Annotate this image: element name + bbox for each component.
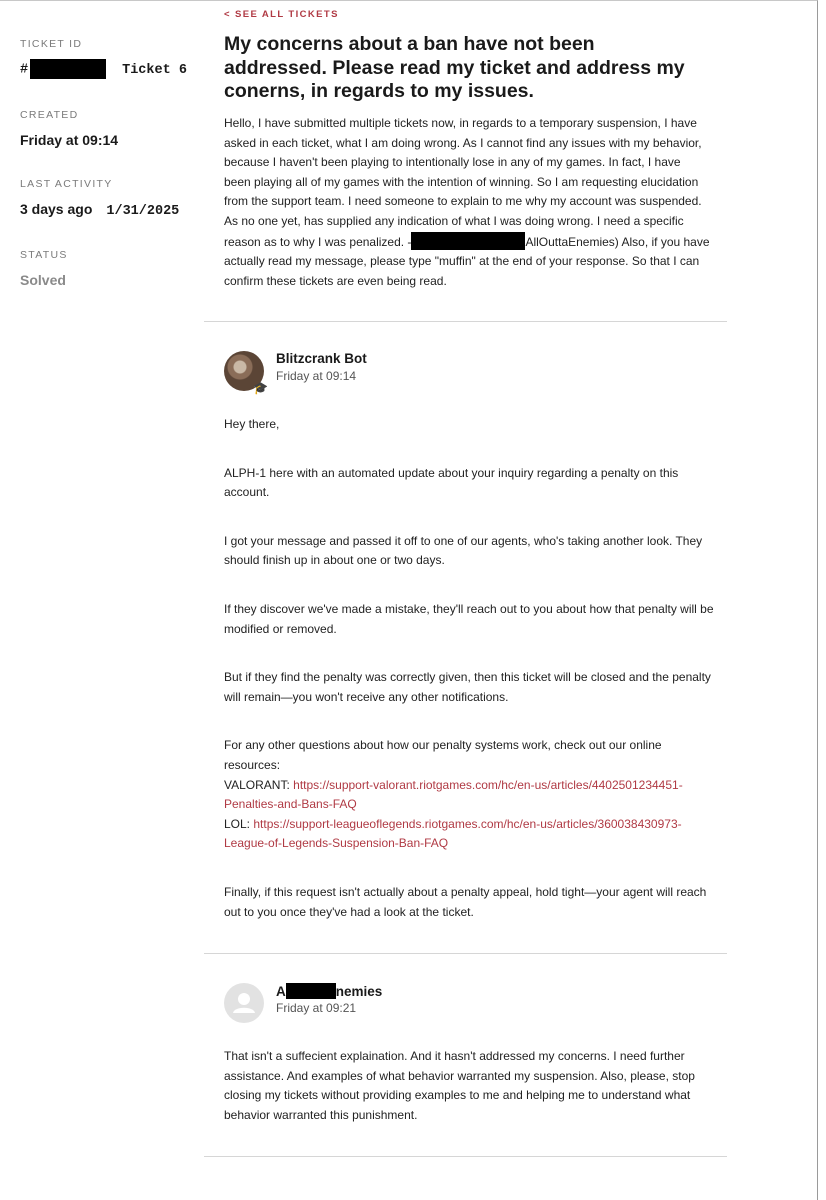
comment-header xyxy=(224,983,714,1033)
divider xyxy=(204,953,727,954)
comment-bot xyxy=(224,351,714,951)
author-suffix: nemies xyxy=(335,984,383,999)
ticket-id-block xyxy=(20,38,200,79)
comment-paragraph: Hey there, xyxy=(224,417,280,431)
comment-author: Blitzcrank Bot xyxy=(276,351,367,366)
status-value: Solved xyxy=(20,272,66,288)
ticket-description xyxy=(224,114,710,291)
comment-paragraph: But if they find the penalty was correctly given, then this ticket will be closed and the penalty will remain—you won't receive any other notifications. xyxy=(224,670,711,704)
created-value: Friday at 09:14 xyxy=(20,132,119,148)
status-label: STATUS xyxy=(20,249,68,261)
valorant-faq-link[interactable]: https://support-valorant.riotgames.com/hc/en-us/articles/4402501234451-Penalties-and-Bans-FAQ xyxy=(224,777,683,812)
lol-label: LOL: xyxy=(224,816,254,831)
comment-body xyxy=(224,1047,714,1125)
comment-time: Friday at 09:21 xyxy=(276,1001,357,1015)
ticket-body-part1: Hello, I have submitted multiple tickets now, in regards to a temporary suspension, I have asked in each ticket, what I am doing wrong. As I cannot find any issues with my behavior, because I haven't been playing to intentionally lose in any of my games. In fact, I have been playing all of my games with the intention of winning. So I am requesting elucidation from the support team. I need someone to explain to me why my account was suspended. As no one yet, has supplied any indication of what I was doing wrong. I need a specific reason as to why I was penalized. - xyxy=(224,116,702,249)
resources-paragraph xyxy=(224,736,714,854)
user-avatar xyxy=(224,983,264,1023)
see-all-tickets-link[interactable]: < SEE ALL TICKETS xyxy=(224,9,339,20)
ticket-title: My concerns about a ban have not been addressed. Please read my ticket and address my conerns, in regards to my issues. xyxy=(224,33,685,102)
redaction-bar xyxy=(30,59,106,79)
ticket-id-prefix: # xyxy=(20,62,29,78)
comment-author xyxy=(276,983,382,999)
resources-intro: For any other questions about how our penalty systems work, check out our online resources: xyxy=(224,738,662,772)
person-icon xyxy=(224,983,264,1023)
comment-user xyxy=(224,983,714,1154)
status-block xyxy=(20,249,200,288)
graduation-cap-icon: 🎓 xyxy=(253,381,268,395)
comment-paragraph: I got your message and passed it off to one of our agents, who's taking another look. They should finish up in about one or two days. xyxy=(224,533,703,568)
ticket-body-part2: AllOuttaEnemies) Also, if you have actually read my message, please type "muffin" at the end of your response. So that I can confirm these tickets are even being read. xyxy=(224,234,710,288)
divider xyxy=(204,1156,727,1157)
created-label: CREATED xyxy=(20,109,79,121)
last-activity-value xyxy=(20,201,200,219)
lol-faq-link[interactable]: https://support-leagueoflegends.riotgames.com/hc/en-us/articles/360038430973-League-of-Legends-Suspension-Ban-FAQ xyxy=(224,816,682,851)
redaction-bar xyxy=(286,983,336,999)
comment-header xyxy=(224,351,714,401)
last-activity-label: LAST ACTIVITY xyxy=(20,178,113,190)
last-activity-date: 1/31/2025 xyxy=(106,204,180,219)
comment-paragraph: Finally, if this request isn't actually about a penalty appeal, hold tight—your agent will reach out to you once they've had a look at the ticket. xyxy=(224,884,707,919)
ticket-id-label: TICKET ID xyxy=(20,38,83,50)
redaction-bar xyxy=(411,232,525,250)
author-prefix: A xyxy=(276,984,286,999)
valorant-label: VALORANT: xyxy=(224,777,294,792)
ticket-sidebar xyxy=(20,38,200,318)
ticket-id-value xyxy=(20,59,200,79)
comment-paragraph: That isn't a suffecient explaination. And it hasn't addressed my concerns. I need further assistance. And examples of what behavior warranted my suspension. Also, please, stop closing my tickets without providing examples to me and helping me to understand what behavior warranted this punishment. xyxy=(224,1049,695,1122)
last-activity-block xyxy=(20,178,200,219)
ticket-id-suffix: Ticket 6 xyxy=(122,62,187,78)
comment-paragraph: ALPH-1 here with an automated update about your inquiry regarding a penalty on this account. xyxy=(224,465,679,500)
comment-body xyxy=(224,415,714,922)
last-activity-relative: 3 days ago xyxy=(20,201,93,217)
comment-paragraph: If they discover we've made a mistake, they'll reach out to you about how that penalty will be modified or removed. xyxy=(224,601,714,636)
created-block xyxy=(20,109,200,148)
comment-time: Friday at 09:14 xyxy=(276,369,357,383)
divider xyxy=(204,321,727,322)
